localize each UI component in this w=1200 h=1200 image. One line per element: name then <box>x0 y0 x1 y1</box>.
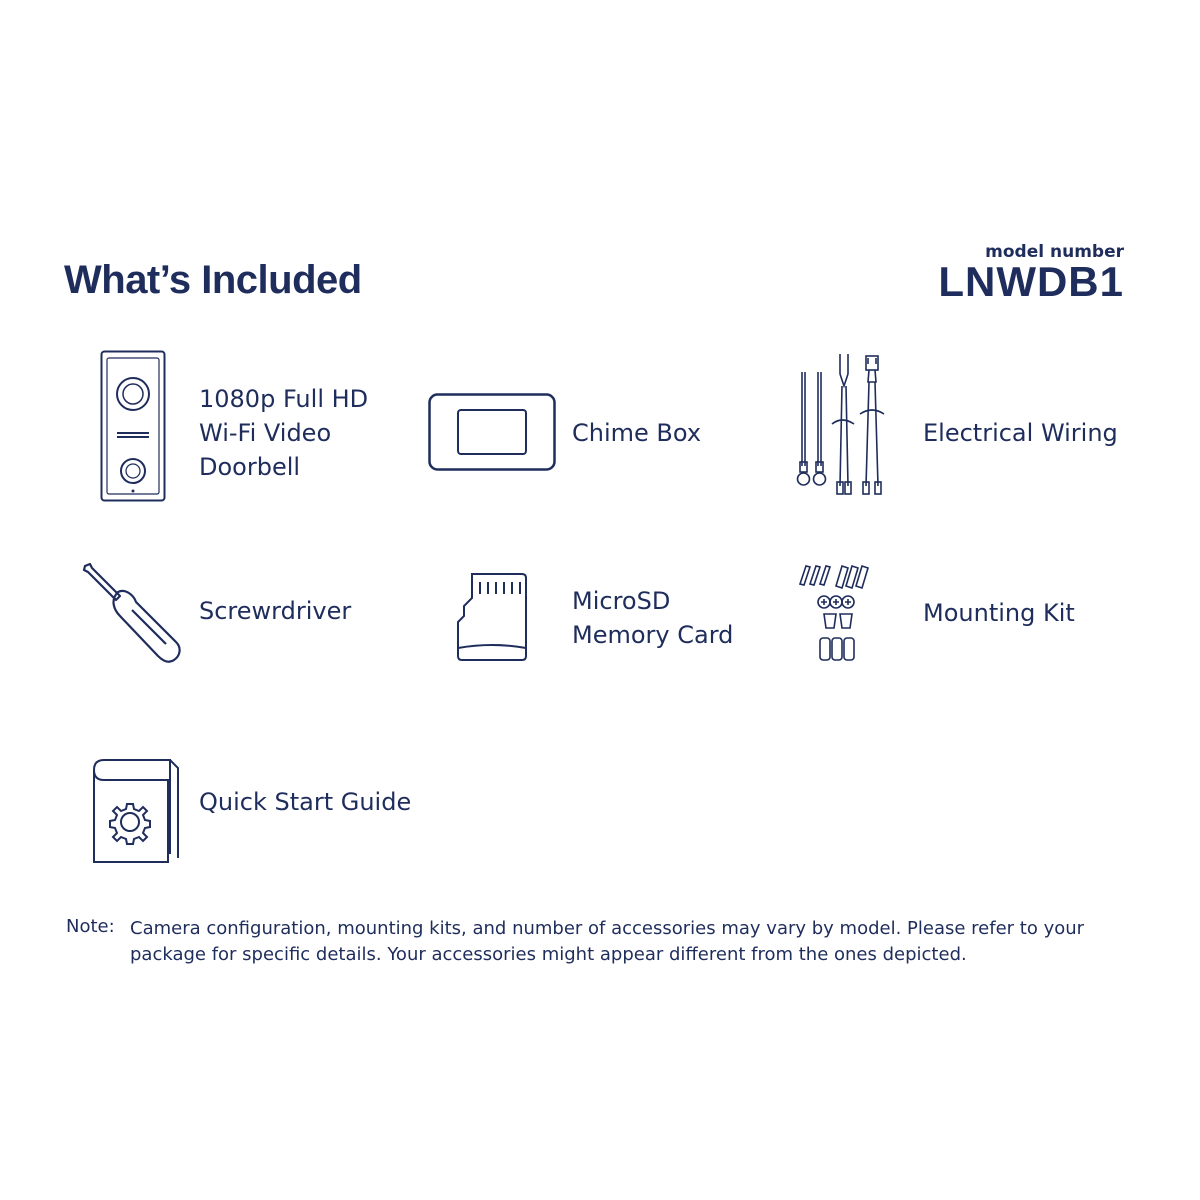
note-label: Note: <box>66 916 115 937</box>
model-number: LNWDB1 <box>938 258 1124 305</box>
chime-box-label: Chime Box <box>572 419 702 447</box>
electrical-wiring-icon <box>792 350 892 502</box>
doorbell-label: 1080p Full HD Wi-Fi Video Doorbell <box>199 385 369 481</box>
mounting-kit-label: Mounting Kit <box>923 599 1075 627</box>
electrical-wiring-label: Electrical Wiring <box>923 419 1118 447</box>
mounting-kit-icon <box>796 562 880 666</box>
chime-box-icon <box>428 393 556 471</box>
microsd-card-icon <box>456 572 528 662</box>
microsd-card-label: MicroSD Memory Card <box>572 587 734 649</box>
doorbell-icon <box>100 350 166 502</box>
screwdriver-label: Screwrdriver <box>199 597 352 625</box>
quick-start-guide-icon <box>90 758 182 866</box>
model-number-label: model number <box>985 242 1124 262</box>
screwdriver-icon <box>80 560 186 666</box>
page-title: What’s Included <box>64 258 362 302</box>
note-text: Camera configuration, mounting kits, and number of accessories may vary by model. Please refer to your package for specific details. Your accessories might appear different from the ones depicted. <box>130 918 1085 965</box>
quick-start-guide-label: Quick Start Guide <box>199 788 412 816</box>
